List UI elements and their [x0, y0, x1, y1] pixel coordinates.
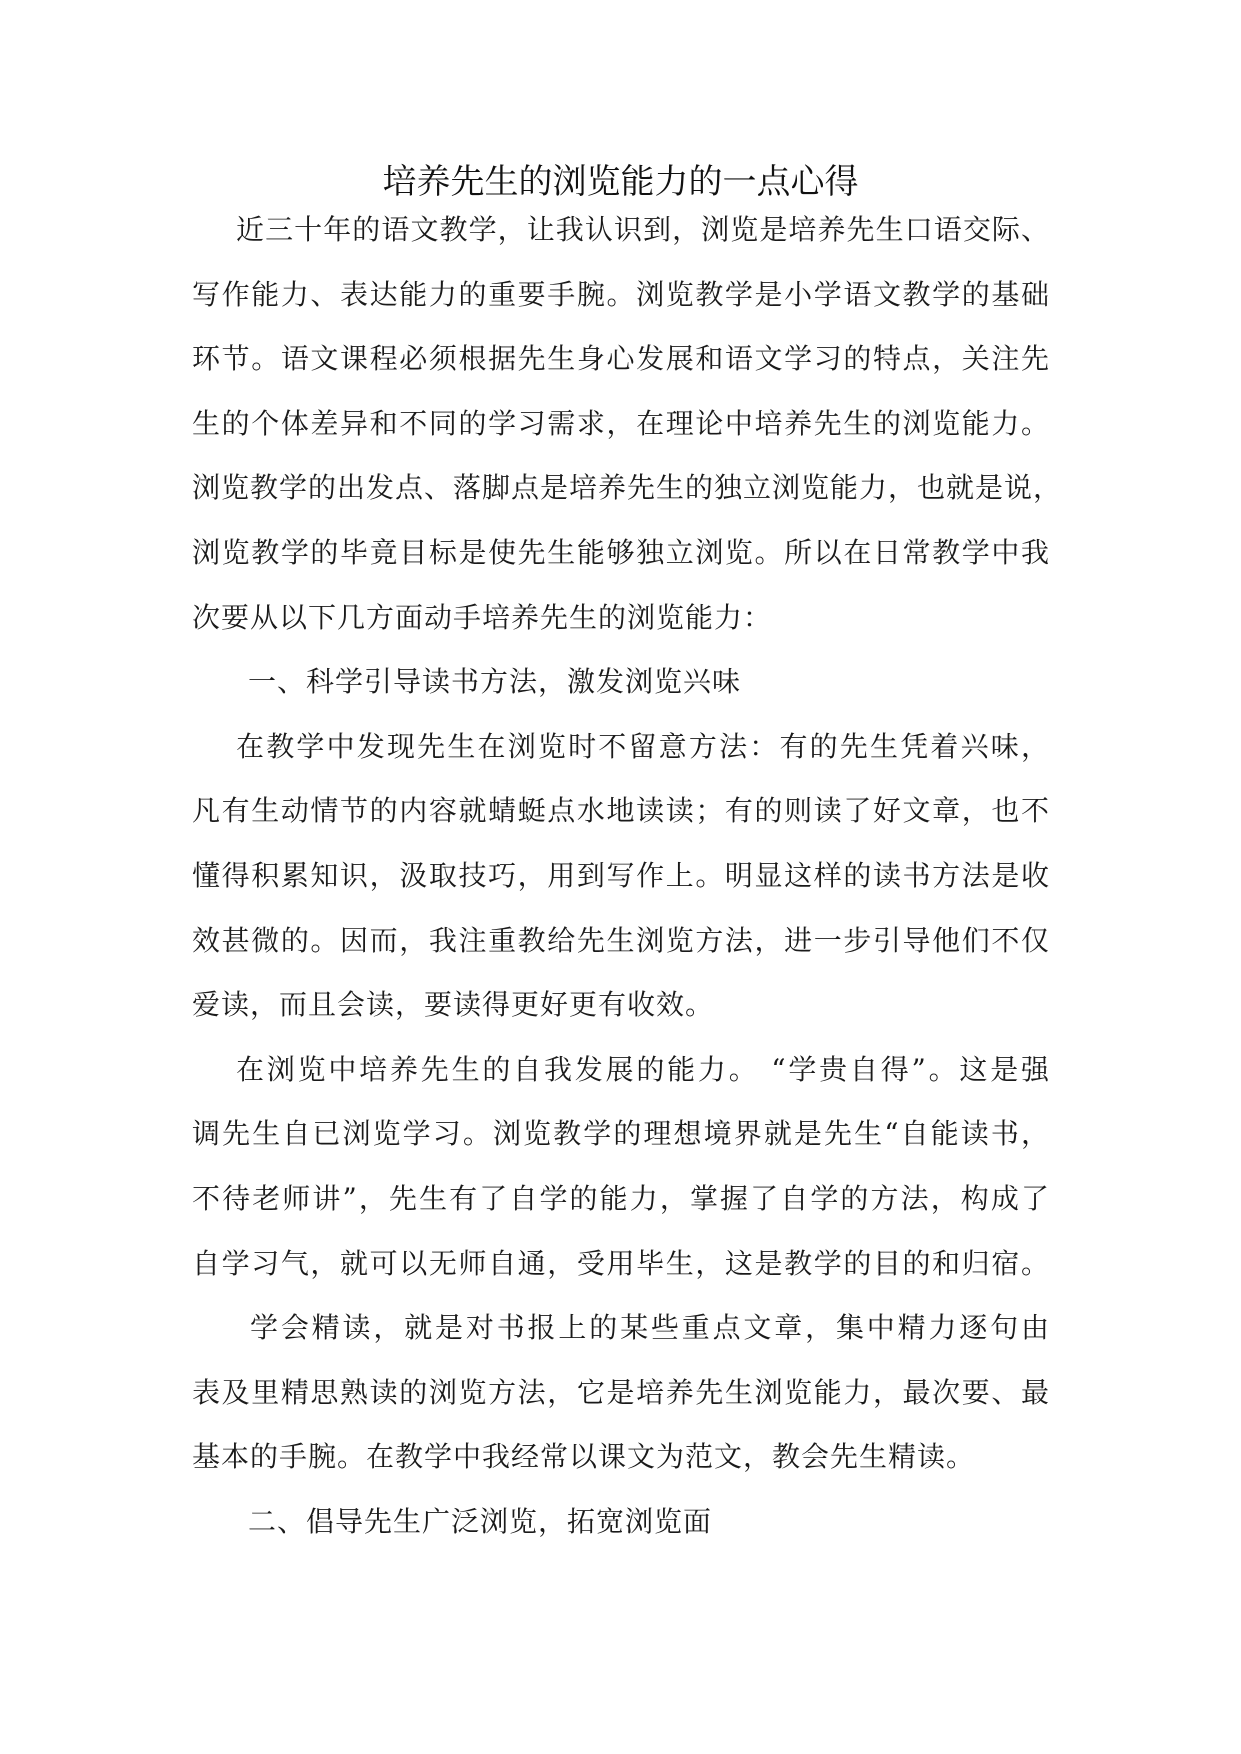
paragraph-line: 在教学中发现先生在浏览时不留意方法：有的先生凭着兴味，: [236, 729, 1050, 763]
section-heading: 二、倡导先生广泛浏览，拓宽浏览面: [248, 1504, 713, 1538]
paragraph-line: 凡有生动情节的内容就蜻蜓点水地读读；有的则读了好文章，也不: [192, 794, 1050, 828]
paragraph-line: 不待老师讲”，先生有了自学的能力，掌握了自学的方法，构成了: [192, 1181, 1050, 1215]
paragraph-line: 环节。语文课程必须根据先生身心发展和语文学习的特点，关注先: [192, 342, 1050, 376]
paragraph-line: 自学习气，就可以无师自通，受用毕生，这是教学的目的和归宿。: [192, 1246, 1050, 1280]
paragraph-line: 浏览教学的出发点、落脚点是培养先生的独立浏览能力，也就是说，: [192, 471, 1063, 505]
paragraph-line: 懂得积累知识，汲取技巧，用到写作上。明显这样的读书方法是收: [192, 858, 1050, 892]
document-body: [192, 198, 1063, 1554]
paragraph-line: 在浏览中培养先生的自我发展的能力。 “学贵自得”。这是强: [236, 1052, 1050, 1086]
section-heading: 一、科学引导读书方法，激发浏览兴味: [248, 665, 742, 699]
paragraph-line: 生的个体差异和不同的学习需求，在理论中培养先生的浏览能力。: [192, 406, 1050, 440]
paragraph-line: 浏览教学的毕竟目标是使先生能够独立浏览。所以在日常教学中我: [192, 535, 1050, 569]
paragraph-line: 基本的手腕。在教学中我经常以课文为范文，教会先生精读。: [192, 1440, 976, 1474]
paragraph-line: 爱读，而且会读，要读得更好更有收效。: [192, 988, 715, 1022]
paragraph-line: 表及里精思熟读的浏览方法，它是培养先生浏览能力，最次要、最: [192, 1375, 1050, 1409]
paragraph-line: 近三十年的语文教学，让我认识到，浏览是培养先生口语交际、: [236, 213, 1050, 246]
paragraph-line: 写作能力、表达能力的重要手腕。浏览教学是小学语文教学的基础: [192, 277, 1050, 311]
paragraph-line: 效甚微的。因而，我注重教给先生浏览方法，进一步引导他们不仅: [192, 923, 1050, 957]
paragraph-line: 调先生自已浏览学习。浏览教学的理想境界就是先生“自能读书，: [192, 1117, 1050, 1151]
paragraph-line: 学会精读，就是对书报上的某些重点文章，集中精力逐句由: [250, 1311, 1050, 1345]
document-title: 培养先生的浏览能力的一点心得: [382, 162, 859, 202]
paragraph-line: 次要从以下几方面动手培养先生的浏览能力：: [192, 600, 773, 634]
